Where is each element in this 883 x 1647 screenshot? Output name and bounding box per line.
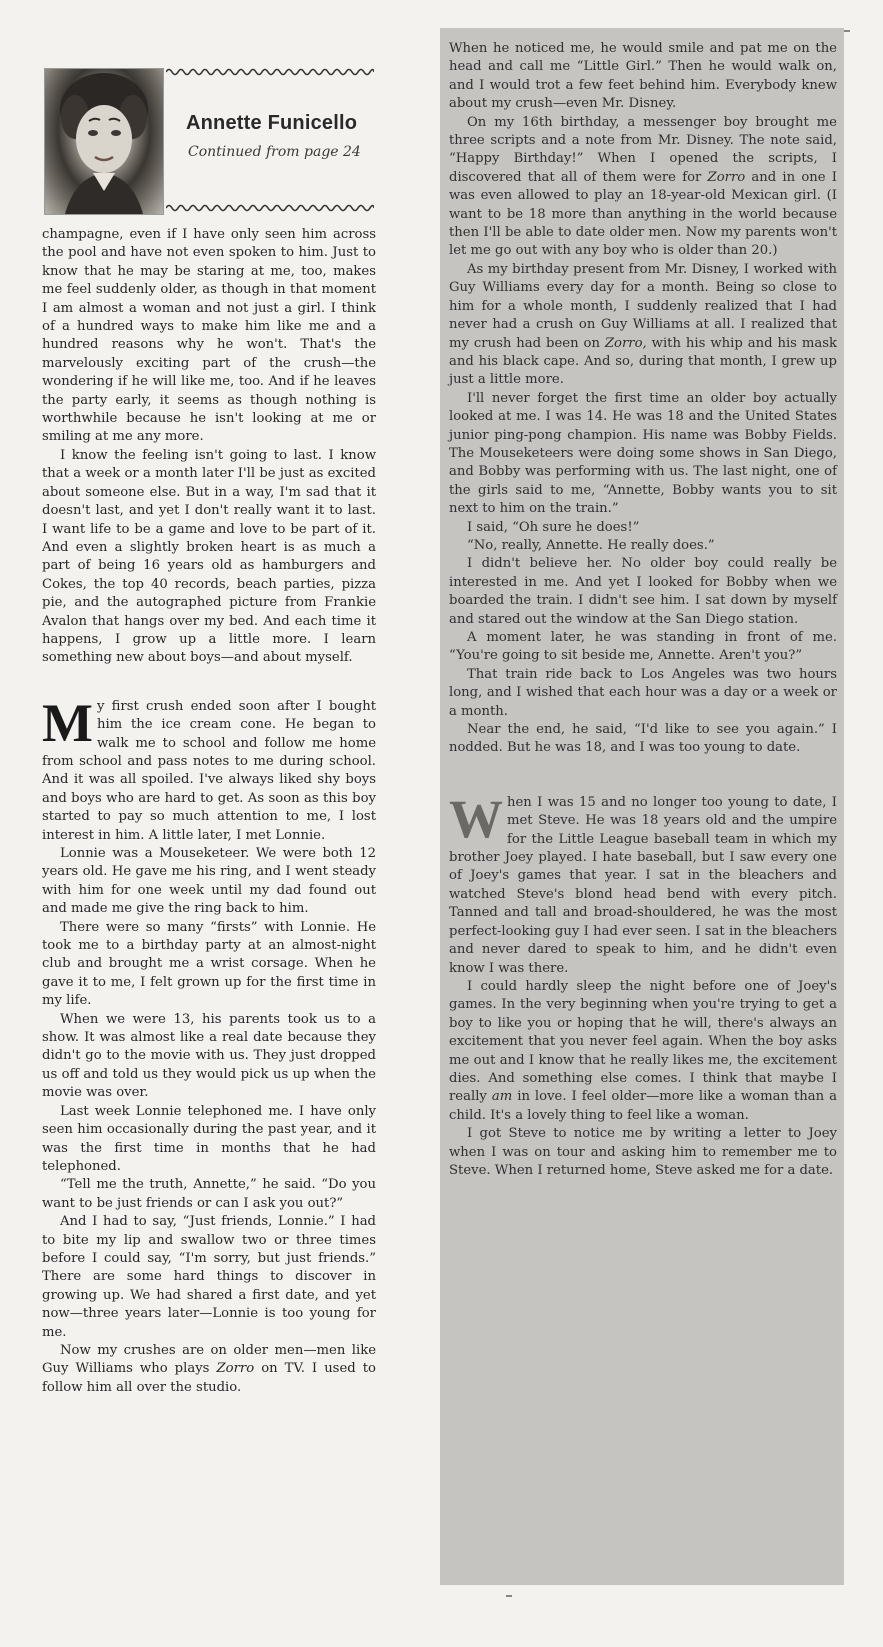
paragraph: I didn't believe her. No older boy could really be interested in me. And yet I looked for Bobby when we boarded the train. I didn't see him. I sat down by myself and stared out the window at the San Diego station. [449, 556, 837, 627]
paragraph: Last week Lonnie telephoned me. I have only seen him occasionally during the past year, and it was the first time in months that he had telephoned. [42, 1103, 376, 1174]
paragraph-dropcap: When I was 15 and no longer too young to date, I met Steve. He was 18 years old and the umpire for the Little League baseball team in which my brother Joey played. I hate baseball, but I saw every one of Joey's games that year. I sat in the bleachers and watched Steve's blond head bend with every pitch. Tanned and tall and broad-shouldered, he was the most perfect-looking guy I had ever seen. I sat in the bleachers and never dared to speak to him, and he didn't even know I was there. [449, 788, 837, 976]
paragraph: When he noticed me, he would smile and pat me on the head and call me “Little Girl.” Then he would walk on, and I would trot a few feet behind him. Everybody knew about my crush—even Mr. Disney. [449, 41, 837, 112]
right-column [449, 40, 837, 1180]
author-name: Annette Funicello [186, 112, 358, 134]
paragraph: I'll never forget the first time an older boy actually looked at me. I was 14. He was 18 and the United States junior ping-pong champion. His name was Bobby Fields. The Mouseketeers were doing some shows in San Diego, and Bobby was performing with us. The last night, one of the girls said to me, “Annette, Bobby wants you to sit next to him on the train.” [449, 390, 837, 517]
portrait-photo [44, 68, 164, 215]
paragraph: There were so many “firsts” with Lonnie. He took me to a birthday party at an almost-night club and brought me a wrist corsage. When he gave it to me, I felt grown up for the first time in my life. [42, 919, 376, 1009]
paragraph: I said, “Oh sure he does!” [467, 519, 640, 535]
paragraph: Near the end, he said, “I'd like to see you again.” I nodded. But he was 18, and I was too young to date. [449, 722, 837, 756]
paragraph-dropcap: My first crush ended soon after I bought him the ice cream cone. He began to walk me to school and follow me home from school and pass notes to me during school. And it was all spoiled. I've always liked shy boys and boys who are hard to get. As soon as this boy started to pay so much attention to me, I lost interest in him. A little later, I met Lonnie. [42, 692, 376, 843]
wavy-rule-top [166, 66, 374, 78]
drop-cap: M [42, 692, 93, 753]
scan-mark [844, 30, 850, 32]
continued-from-label: Continued from page 24 [188, 144, 361, 160]
paragraph: I could hardly sleep the night before one of Joey's games. In the very beginning when you're trying to get a boy to like you or hoping that he will, there's always an excitement that you never feel again. When the boy asks me out and I know that he really likes me, the excitement dies. And something else comes. I think that maybe I really am in love. I feel older—more like a woman than a child. It's a lovely thing to feel like a woman. [449, 978, 837, 1123]
paragraph: I got Steve to notice me by writing a letter to Joey when I was on tour and asking him to remember me to Steve. When I returned home, Steve asked me for a date. [449, 1126, 837, 1178]
paragraph: “No, really, Annette. He really does.” [467, 537, 715, 553]
paragraph: As my birthday present from Mr. Disney, I worked with Guy Williams every day for a month. Being so close to him for a whole month, I suddenly realized that I had never had a crush on Guy Williams at all. I realized that my crush had been on Zorro, with his whip and his mask and his black cape. And so, during that month, I grew up just a little more. [449, 261, 837, 388]
paragraph: “Tell me the truth, Annette,” he said. “Do you want to be just friends or can I ask you out?” [42, 1177, 376, 1211]
drop-cap: W [449, 788, 503, 849]
paragraph: I know the feeling isn't going to last. I know that a week or a month later I'll be just as excited about someone else. But in a way, I'm sad that it doesn't last, and yet I don't really want it to last. I want life to be a game and love to be part of it. And even a slightly broken heart is as much a part of being 16 years old as hamburgers and Cokes, the top 40 records, beach parties, pizza pie, and the autographed picture from Frankie Avalon that hangs over my bed. And each time it happens, I grow up a little more. I learn something new about boys—and about myself. [42, 447, 376, 666]
paragraph: When we were 13, his parents took us to a show. It was almost like a real date because they didn't go to the movie with us. They just dropped us off and told us they would pick us up when the movie was over. [42, 1011, 376, 1101]
wavy-rule-bottom [166, 202, 374, 214]
paragraph: That train ride back to Los Angeles was two hours long, and I wished that each hour was a day or a week or a month. [449, 666, 837, 719]
left-column [42, 226, 376, 1397]
paragraph: Now my crushes are on older men—men like Guy Williams who plays Zorro on TV. I used to follow him all over the studio. [42, 1342, 376, 1395]
paragraph: And I had to say, “Just friends, Lonnie.” I had to bite my lip and swallow two or three times before I could say, “I'm sorry, but just friends.” There are some hard things to discover in growing up. We had shared a first date, and yet now—three years later—Lonnie is too young for me. [42, 1214, 376, 1340]
paragraph: On my 16th birthday, a messenger boy brought me three scripts and a note from Mr. Disney. The note said, “Happy Birthday!” When I opened the scripts, I discovered that all of them were for Zorro and in one I was even allowed to play an 18-year-old Mexican girl. (I want to be 18 more than anything in the world because then I'll be able to date older men. Now my parents won't let me go out with any boy who is older than 20.) [449, 114, 837, 259]
paragraph: A moment later, he was standing in front of me. “You're going to sit beside me, Annette. Aren't you?” [449, 630, 837, 664]
paragraph: champagne, even if I have only seen him across the pool and have not even spoken to him. Just to know that he may be staring at me, too, makes me feel suddenly older, as though in that moment I am almost a woman and not just a girl. I think of a hundred ways to make him like me and a hundred reasons why he won't. That's the marvelously exciting part of the crush—the wondering if he will like me, too. And if he leaves the party early, it seems as though nothing is worthwhile because he isn't looking at me or smiling at me any more. [42, 227, 376, 445]
article-header [40, 60, 375, 220]
paragraph: Lonnie was a Mouseketeer. We were both 12 years old. He gave me his ring, and I went steady with him for one week until my dad found out and made me give the ring back to him. [42, 846, 376, 917]
scan-mark [506, 1595, 512, 1597]
